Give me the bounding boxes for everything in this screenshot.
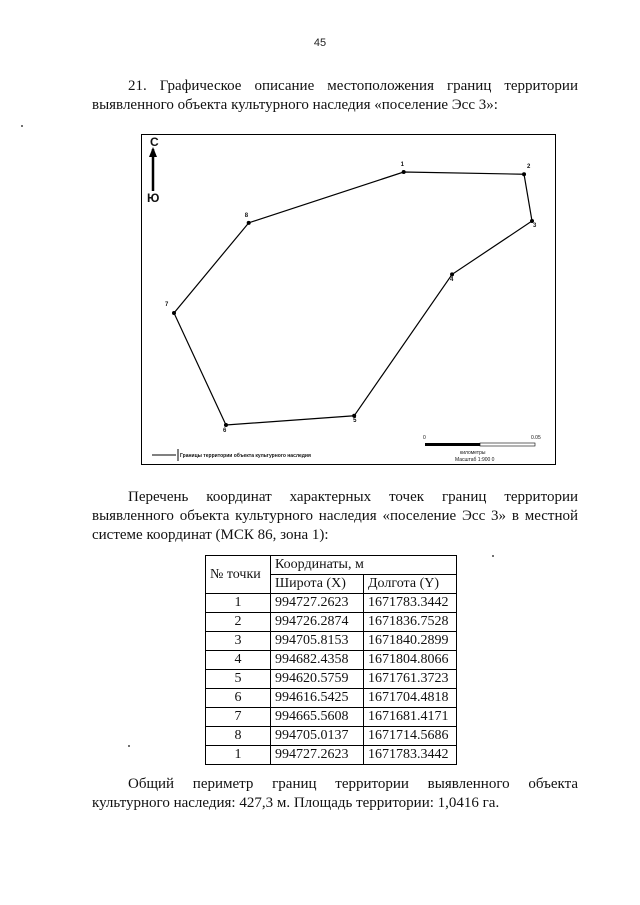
cell-point: 2 [206, 613, 271, 632]
boundary-vertex-2 [522, 172, 526, 176]
scale-max-label: 0.05 [531, 435, 541, 441]
col-header-lon: Долгота (Y) [364, 575, 457, 594]
scale-zero-label: 0 [423, 435, 426, 441]
cell-lat: 994705.0137 [271, 727, 364, 746]
summary-line-2: культурного наследия: 427,3 м. Площадь территории: 1,0416 га. [92, 795, 500, 811]
coordinates-intro [92, 488, 578, 545]
cell-point: 7 [206, 708, 271, 727]
scale-bar-dark [425, 443, 480, 446]
table-row [206, 594, 457, 613]
cell-lat: 994726.2874 [271, 613, 364, 632]
table-header-row [206, 556, 457, 575]
intro-line-2: выявленного объекта культурного наследия «поселение Эсс 3» в местной [92, 508, 578, 524]
vertex-label: 3 [533, 223, 537, 229]
col-header-coords: Координаты, м [271, 556, 457, 575]
intro-line-3: системе координат (МСК 86, зона 1): [92, 527, 329, 543]
territory-boundary [174, 172, 532, 425]
cell-lon: 1671681.4171 [364, 708, 457, 727]
intro-line-1: Перечень координат характерных точек границ территории [128, 489, 578, 505]
boundary-vertex-4 [450, 272, 454, 276]
vertex-label: 6 [222, 428, 227, 434]
section-heading [92, 77, 578, 115]
cell-lat: 994616.5425 [271, 689, 364, 708]
cell-point: 6 [206, 689, 271, 708]
cell-point: 1 [206, 594, 271, 613]
cell-lon: 1671804.8066 [364, 651, 457, 670]
cell-point: 5 [206, 670, 271, 689]
north-label: С [150, 135, 159, 149]
heading-line-2: выявленного объекта культурного наследия «поселение Эсс 3»: [92, 97, 498, 113]
legend-text: Границы территории объекта культурного наследия [180, 453, 311, 459]
cell-lon: 1671840.2899 [364, 632, 457, 651]
col-header-lat: Широта (X) [271, 575, 364, 594]
cell-lat: 994620.5759 [271, 670, 364, 689]
cell-point: 4 [206, 651, 271, 670]
vertex-label: 7 [165, 301, 169, 308]
cell-lat: 994705.8153 [271, 632, 364, 651]
cell-lon: 1671783.3442 [364, 746, 457, 765]
page-number: 45 [313, 37, 327, 49]
vertex-label: 5 [353, 417, 357, 424]
cell-point: 8 [206, 727, 271, 746]
boundary-vertex-7 [172, 311, 176, 315]
cell-point: 3 [206, 632, 271, 651]
scale-unit-label: километры [460, 450, 486, 456]
scan-speck [492, 555, 494, 557]
table-row [206, 670, 457, 689]
summary-line-1: Общий периметр границ территории выявленного объекта [128, 776, 578, 792]
table-row [206, 651, 457, 670]
vertex-label: 2 [527, 164, 531, 171]
perimeter-summary [92, 775, 578, 813]
vertex-label: 1 [400, 162, 405, 168]
boundary-map-drawing [142, 135, 555, 464]
table-row [206, 613, 457, 632]
cell-lon: 1671783.3442 [364, 594, 457, 613]
heading-line-1: 21. Графическое описание местоположения границ территории [128, 78, 578, 94]
cell-lat: 994727.2623 [271, 746, 364, 765]
vertex-label: 4 [450, 277, 454, 284]
cell-lon: 1671714.5686 [364, 727, 457, 746]
cell-lon: 1671836.7528 [364, 613, 457, 632]
table-row [206, 632, 457, 651]
cell-lon: 1671704.4818 [364, 689, 457, 708]
scale-ratio-label: Масштаб 1:900 0 [455, 457, 495, 463]
boundary-map [141, 134, 556, 465]
cell-lat: 994682.4358 [271, 651, 364, 670]
table-row [206, 746, 457, 765]
cell-lat: 994665.5608 [271, 708, 364, 727]
cell-lat: 994727.2623 [271, 594, 364, 613]
boundary-vertex-1 [402, 170, 406, 174]
cell-lon: 1671761.3723 [364, 670, 457, 689]
vertex-label: 8 [244, 212, 249, 219]
south-label: Ю [147, 191, 160, 205]
boundary-vertex-6 [224, 423, 228, 427]
scan-speck [128, 745, 130, 747]
cell-point: 1 [206, 746, 271, 765]
scan-speck [21, 125, 23, 127]
coordinates-table [205, 555, 457, 765]
col-header-point: № точки [206, 556, 271, 594]
table-row [206, 708, 457, 727]
scale-bar-light [480, 443, 535, 446]
boundary-vertex-8 [247, 221, 251, 225]
table-row [206, 689, 457, 708]
table-row [206, 727, 457, 746]
